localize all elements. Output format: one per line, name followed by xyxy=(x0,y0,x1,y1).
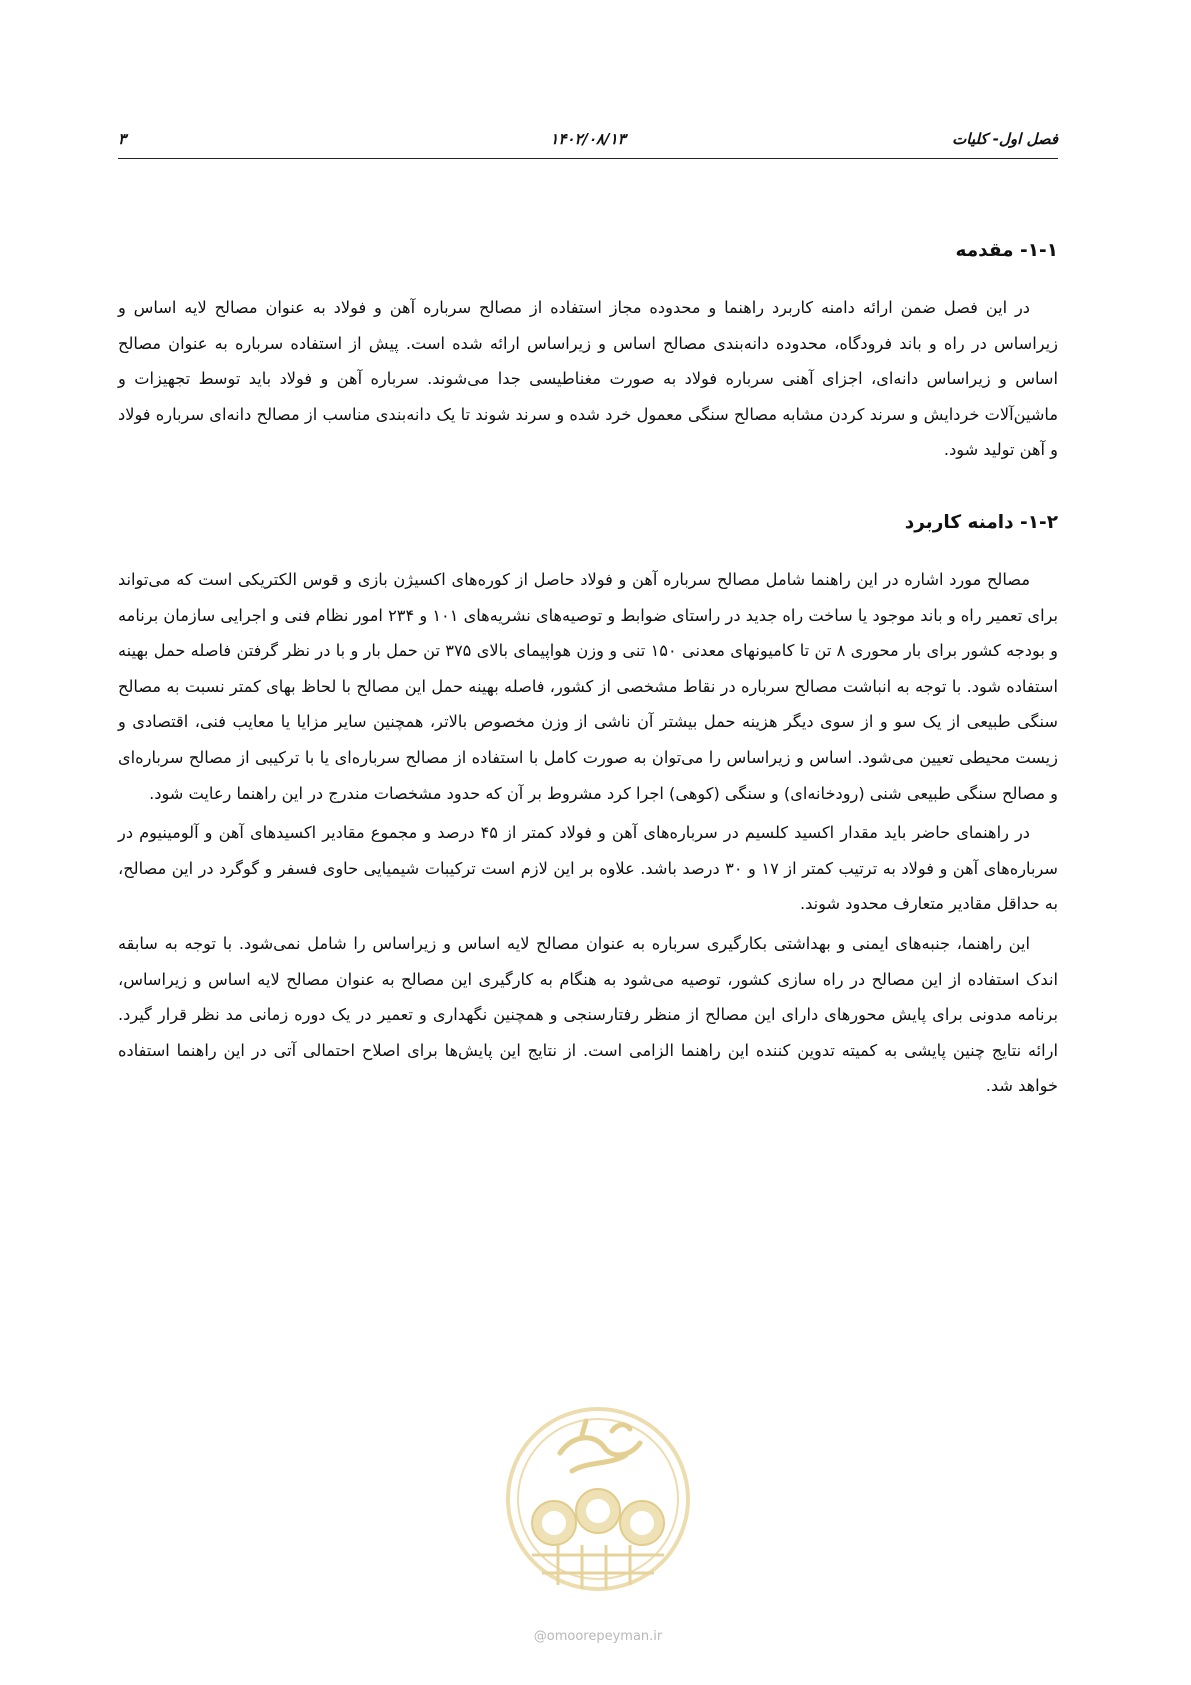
running-header xyxy=(118,128,1058,159)
header-page-number: ۳ xyxy=(118,130,127,148)
watermark-url: @omoorepeyman.ir xyxy=(533,1629,663,1644)
section-heading-introduction: ۱-۱- مقدمه xyxy=(955,240,1058,261)
section-heading-scope: ۱-۲- دامنه کاربرد xyxy=(904,511,1058,533)
header-date: ۱۴۰۲/۰۸/۱۳ xyxy=(550,130,626,148)
paragraph: این راهنما، جنبه‌های ایمنی و بهداشتی بکارگیری سرباره به عنوان مصالح لایه اساس و زیراساس را شامل نمی‌شود. با توجه به سابقه اندک استفاده از این مصالح در راه سازی کشور، توصیه می‌شود به هنگام به کارگیری این مصالح به عنوان مصالح لایه اساس و زیراساس، برنامه مدونی برای پایش محورهای دارای این مصالح از منظر رفتارسنجی و همچنین نگهداری و تعمیر در یک دوره زمانی مد نظر قرار گیرد. ارائه نتایج چنین پایشی به کمیته تدوین کننده این راهنما الزامی است. از نتایج این پایش‌ها برای اصلاح احتمالی آتی در این راهنما استفاده خواهد شد. xyxy=(118,933,1058,1096)
paragraph: در راهنمای حاضر باید مقدار اکسید کلسیم در سرباره‌های آهن و فولاد کمتر از ۴۵ درصد و مجموع مقادیر اکسیدهای آهن و آلومینیوم در سرباره‌های آهن و فولاد به ترتیب کمتر از ۱۷ و ۳۰ درصد باشد. علاوه بر این لازم است ترکیبات شیمیایی حاوی فسفر و گوگرد در این مصالح، به حداقل مقادیر متعارف محدود شوند. xyxy=(118,823,1058,914)
paragraph: در این فصل ضمن ارائه دامنه کاربرد راهنما و محدوده مجاز استفاده از مصالح سرباره آهن و فولاد به عنوان مصالح لایه اساس و زیراساس در راه و باند فرودگاه، محدوده دانه‌بندی مصالح اساس و زیراساس ارائه شده است. پیش از استفاده سرباره به عنوان مصالح اساس و زیراساس دانه‌ای، اجزای آهنی سرباره فولاد به صورت مغناطیسی جدا می‌شوند. سرباره آهن و فولاد باید توسط تجهیزات و ماشین‌آلات خردایش و سرند کردن مشابه مصالح سنگی معمول خرد شده و سرند شوند تا یک دانه‌بندی مناسب از مصالح دانه‌ای سرباره فولاد و آهن تولید شود. xyxy=(118,298,1058,460)
paragraph: مصالح مورد اشاره در این راهنما شامل مصالح سرباره آهن و فولاد حاصل از کوره‌های اکسیژن بازی و قوس الکتریکی است که می‌تواند برای تعمیر راه و باند موجود یا ساخت راه جدید در راستای ضوابط و توصیه‌های نشریه‌های ۱۰۱ و ۲۳۴ امور نظام فنی و اجرایی سازمان برنامه و بودجه کشور برای بار محوری ۸ تن تا کامیونهای معدنی ۱۵۰ تنی و وزن هواپیمای بالای ۳۷۵ تن حمل بار و با در نظر گرفتن فاصله حمل بهینه استفاده شود. با توجه به انباشت مصالح سرباره در نقاط مشخصی از کشور، فاصله بهینه حمل این مصالح با لحاظ بهای کمتر نسبت به مصالح سنگی طبیعی از یک سو و از سوی دیگر هزینه حمل بیشتر آن ناشی از وزن مخصوص بالاتر، همچنین سایر مزایا یا معایب فنی، اقتصادی و زیست محیطی تعیین می‌شود. اساس و زیراساس را می‌توان به صورت کامل با استفاده از مصالح سرباره‌ای یا با ترکیبی از مصالح سرباره‌ای و مصالح سنگی طبیعی شنی (رودخانه‌ای) و سنگی (کوهی) اجرا کرد مشروط بر آن که حدود مشخصات مندرج در این راهنما رعایت شود. xyxy=(118,569,1059,803)
watermark-seal-logo xyxy=(502,1395,694,1607)
section-spacer xyxy=(118,468,1058,508)
header-chapter-title: فصل اول- کلیات xyxy=(952,130,1058,148)
document-body xyxy=(118,236,1058,1104)
